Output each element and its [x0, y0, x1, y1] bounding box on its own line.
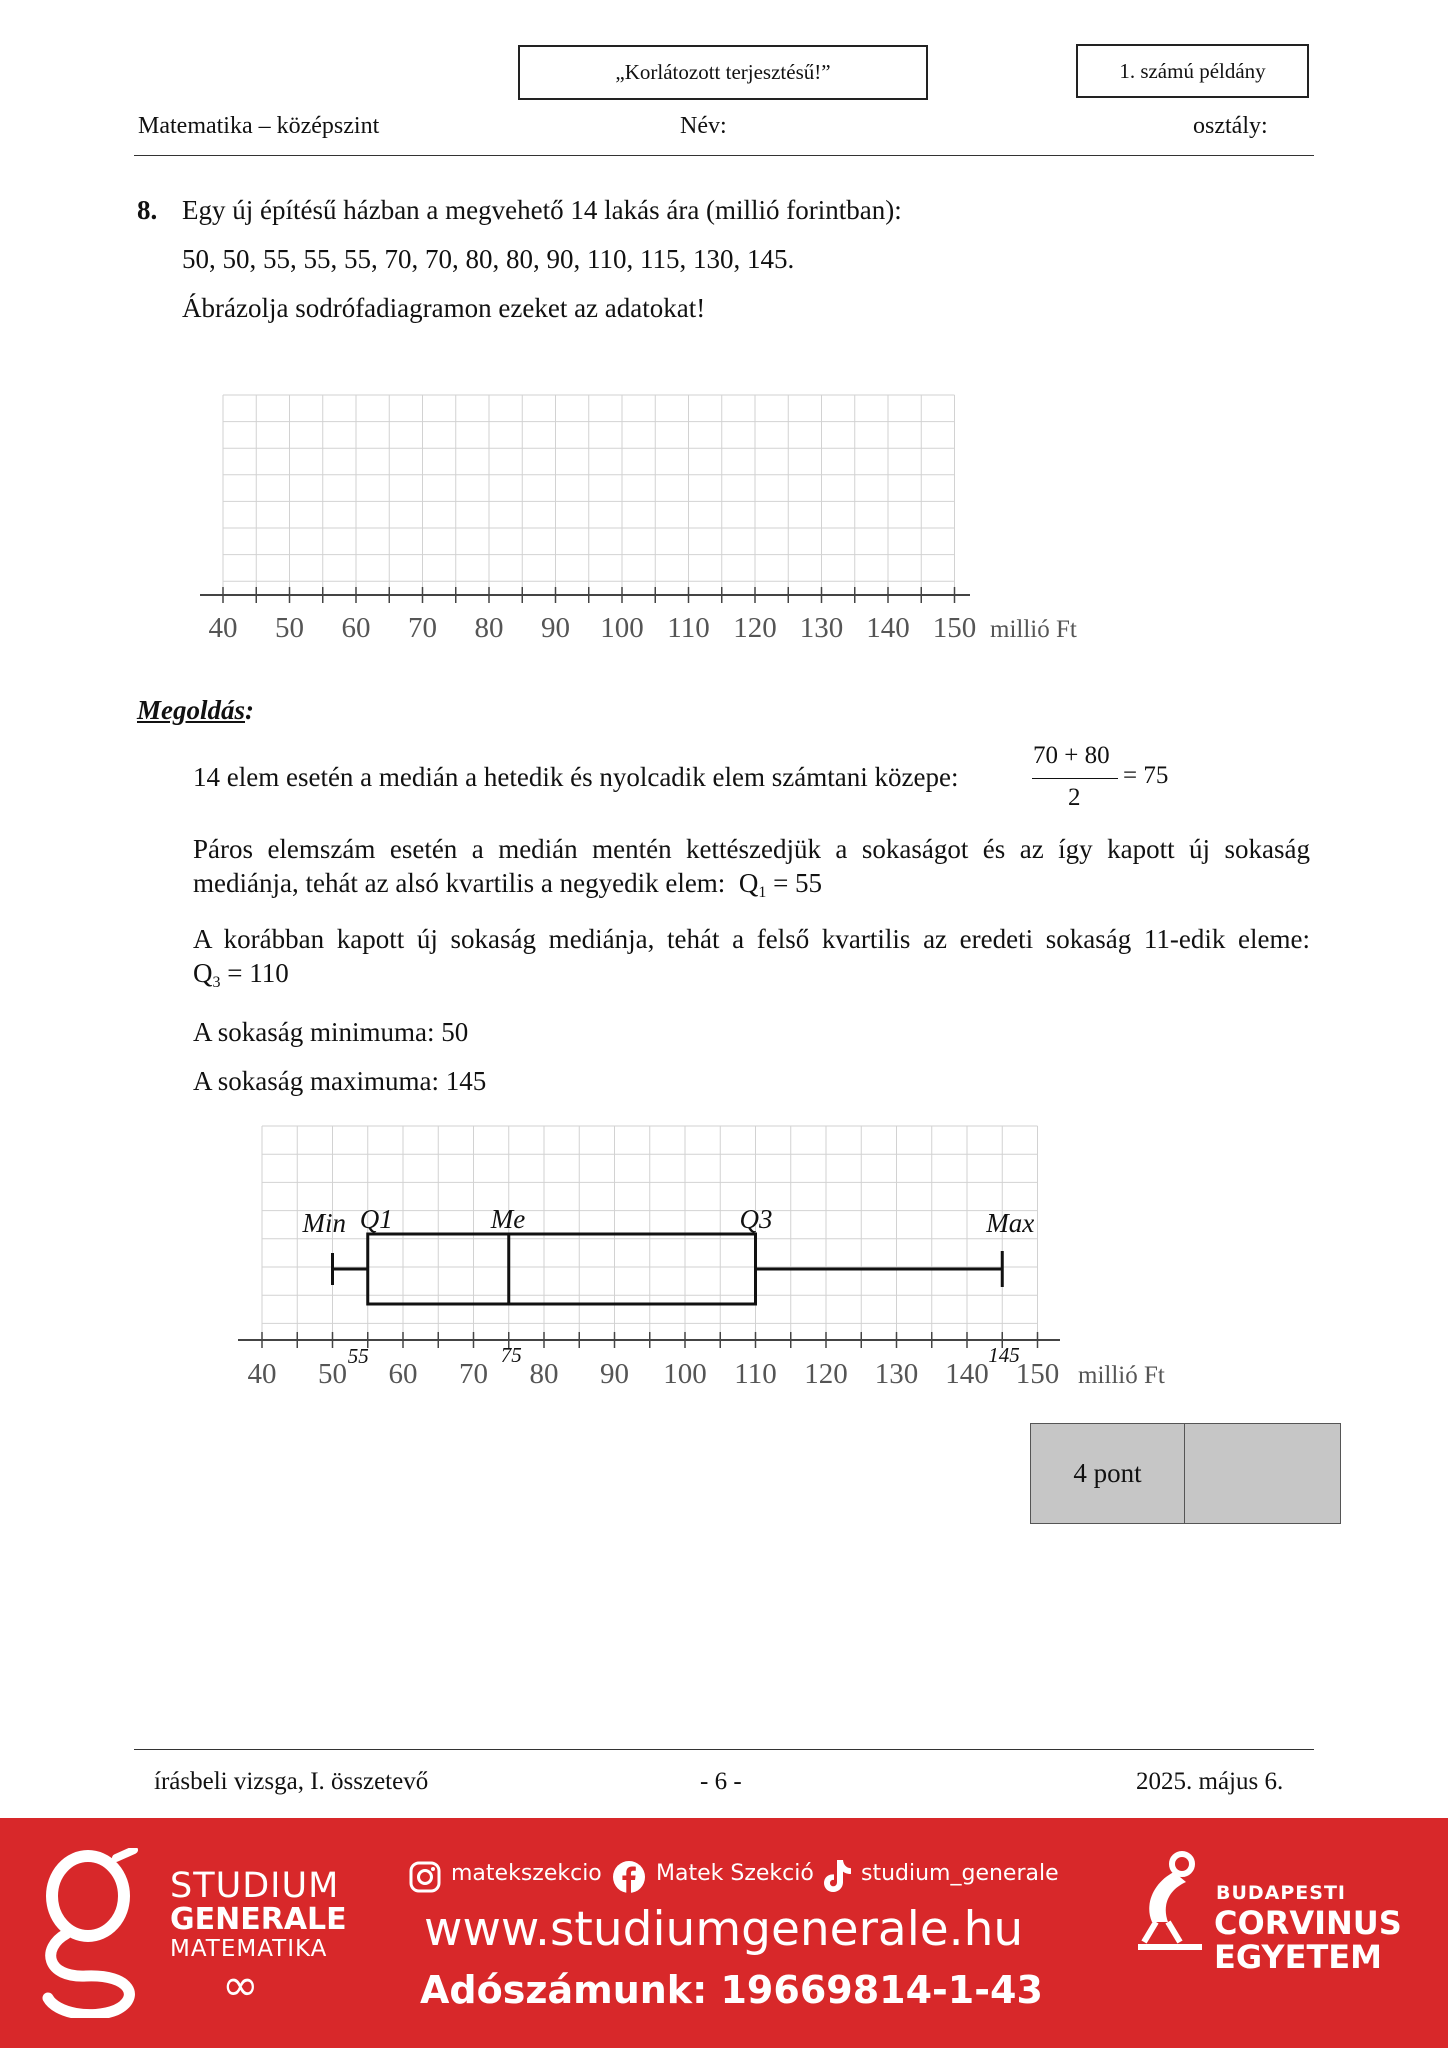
class-label: osztály:	[1193, 113, 1268, 139]
median-text: 14 elem esetén a medián a hetedik és nyolcadik elem számtani közepe:	[193, 762, 959, 792]
axis-tick-label: 90	[541, 612, 570, 644]
axis-tick-label: 90	[600, 1358, 629, 1390]
axis-tick-label: 60	[388, 1358, 418, 1390]
tax-id: Adószámunk: 19669814-1-43	[420, 1968, 1043, 2012]
axis-tick-label: 110	[734, 1358, 777, 1390]
q3-subscript: 3	[212, 974, 221, 991]
footer-rule	[134, 1749, 1314, 1750]
task-number: 8.	[137, 195, 158, 225]
q1-symbol: Q	[738, 868, 759, 898]
footer-date: 2025. május 6.	[1136, 1768, 1284, 1795]
name-label: Név:	[680, 113, 727, 139]
task-line-3: Ábrázolja sodrófadiagramon ezeket az adatokat!	[182, 293, 706, 323]
handwritten-value: 55	[347, 1344, 369, 1368]
handwritten-label: Max	[986, 1208, 1035, 1238]
empty-grid-tick-labels	[209, 612, 1077, 644]
axis-tick-label: 130	[874, 1358, 919, 1390]
footer-left: írásbeli vizsga, I. összetevő	[154, 1768, 429, 1795]
instagram-icon[interactable]	[408, 1860, 442, 1894]
handwritten-value: 75	[500, 1343, 522, 1367]
corvinus-logo-icon	[1134, 1848, 1208, 1952]
facebook-handle[interactable]: Matek Szekció	[656, 1861, 814, 1886]
handwritten-value: 145	[988, 1343, 1020, 1367]
header-rule	[134, 155, 1314, 156]
axis-tick-label: 70	[459, 1358, 488, 1390]
points-box	[1030, 1423, 1341, 1524]
axis-tick-label: 140	[945, 1358, 989, 1390]
fraction-denominator: 2	[1068, 784, 1081, 811]
axis-tick-label: 50	[318, 1358, 347, 1390]
copy-number-label: 1. számú példány	[1119, 58, 1266, 83]
handwritten-label: Q3	[739, 1204, 773, 1234]
restricted-label: „Korlátozott terjesztésű!”	[615, 60, 831, 84]
quartile-paragraph-2-text: A korábban kapott új sokaság mediánja, tehát a felső kvartilis az eredeti sokaság 11-edik eleme:	[193, 924, 1310, 954]
copy-number-box	[1076, 44, 1309, 98]
axis-tick-label: 150	[1015, 1358, 1060, 1390]
q3-symbol: Q	[193, 958, 213, 988]
subject-label: Matematika – középszint	[138, 113, 380, 139]
quartile-paragraph-1-text: Páros elemszám esetén a medián mentén kettészedjük a sokaságot és az így kapott új sokaság mediánja, tehát az alsó kvartilis a negyedik elem:	[193, 834, 1310, 898]
axis-tick-label: 40	[247, 1358, 277, 1390]
empty-grid-lines	[223, 395, 955, 595]
sponsor-banner	[0, 1818, 1448, 2048]
boxplot-marks	[333, 1234, 1003, 1304]
q3-value: = 110	[220, 958, 289, 988]
boxplot-handwritten-notes	[302, 1204, 1035, 1368]
handwritten-label: Me	[490, 1204, 526, 1234]
q1-formula	[732, 868, 823, 901]
points-divider	[1184, 1424, 1185, 1523]
brand-line-1: STUDIUM	[170, 1866, 340, 1906]
solution-heading-colon: :	[245, 695, 254, 725]
brand-line-3: MATEMATIKA	[170, 1936, 328, 1962]
quartile-paragraph-2	[193, 922, 1310, 1000]
axis-tick-label: 40	[208, 612, 238, 644]
axis-tick-label: 50	[275, 612, 304, 644]
axis-tick-label: 60	[341, 612, 371, 644]
studium-generale-logo-icon	[36, 1848, 146, 2018]
tiktok-icon[interactable]	[822, 1858, 854, 1894]
solution-heading	[137, 693, 254, 727]
maximum-text: A sokaság maximuma: 145	[193, 1066, 487, 1096]
empty-grid-axis	[200, 587, 970, 603]
university-line-3: EGYETEM	[1214, 1938, 1382, 1976]
axis-tick-label: 80	[474, 612, 504, 644]
axis-tick-label: 140	[866, 612, 910, 644]
instagram-handle[interactable]: matekszekcio	[451, 1861, 602, 1886]
axis-tick-label: 70	[408, 612, 437, 644]
quartile-paragraph-1	[193, 832, 1310, 910]
axis-unit-label: millió Ft	[1078, 1362, 1165, 1389]
axis-tick-label: 150	[932, 612, 977, 644]
axis-unit-label: millió Ft	[990, 616, 1077, 643]
boxplot-tick-labels	[248, 1358, 1165, 1390]
q1-subscript: 1	[758, 884, 767, 901]
axis-tick-label: 120	[804, 1358, 848, 1390]
university-line-1: BUDAPESTI	[1216, 1882, 1347, 1904]
q1-value: = 55	[766, 868, 823, 898]
axis-tick-label: 100	[600, 612, 644, 644]
minimum-text: A sokaság minimuma: 50	[193, 1017, 469, 1047]
axis-tick-label: 130	[799, 612, 844, 644]
website-link[interactable]: www.studiumgenerale.hu	[424, 1902, 1024, 1957]
boxplot-chart	[230, 1120, 1210, 1400]
interquartile-box	[368, 1234, 756, 1304]
fraction-numerator: 70 + 80	[1033, 742, 1110, 769]
axis-tick-label: 110	[667, 612, 710, 644]
task-line-2: 50, 50, 55, 55, 55, 70, 70, 80, 80, 90, 110, 115, 130, 145.	[182, 244, 795, 274]
footer-page-number: - 6 -	[700, 1768, 742, 1795]
brand-line-2: GENERALE	[170, 1902, 347, 1937]
restricted-label-box	[518, 45, 928, 100]
axis-tick-label: 120	[733, 612, 777, 644]
university-line-2: CORVINUS	[1214, 1904, 1402, 1942]
axis-tick-label: 80	[529, 1358, 559, 1390]
facebook-icon[interactable]	[612, 1860, 646, 1894]
points-label: 4 pont	[1073, 1458, 1142, 1488]
solution-heading-text: Megoldás	[137, 695, 245, 725]
handwritten-label: Min	[302, 1208, 346, 1238]
fraction-result: = 75	[1123, 762, 1169, 789]
empty-grid-chart	[190, 385, 1110, 655]
q3-formula	[193, 958, 289, 991]
handwritten-label: Q1	[359, 1204, 393, 1234]
axis-tick-label: 100	[663, 1358, 707, 1390]
tiktok-handle[interactable]: studium_generale	[861, 1861, 1059, 1886]
task-line-1: Egy új építésű házban a megvehető 14 lakás ára (millió forintban):	[182, 195, 902, 225]
infinity-icon: ∞	[222, 1960, 259, 2011]
fraction-bar	[1032, 778, 1118, 779]
